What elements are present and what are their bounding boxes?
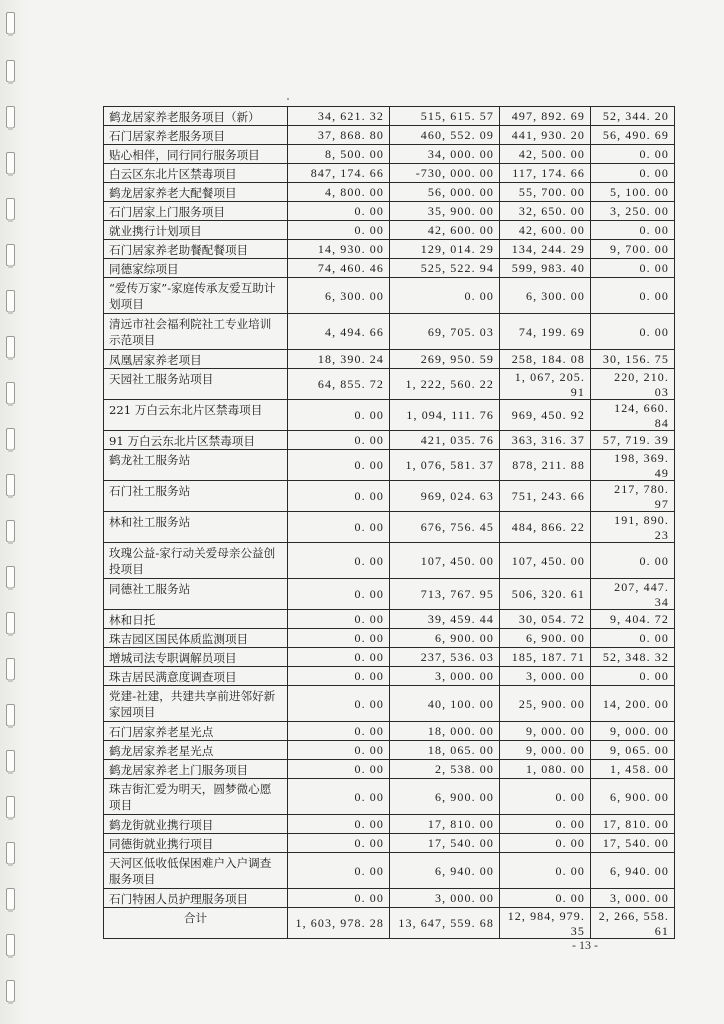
table-row	[104, 221, 675, 240]
project-name-cell: 珠吉街汇爱为明天，圆梦微心愿项目	[104, 779, 288, 815]
opening-balance-cell: 0. 00	[288, 889, 390, 908]
table-body	[104, 107, 675, 939]
project-name-cell: 增城司法专职调解员项目	[104, 648, 288, 667]
project-name-cell: 同德社工服务站	[104, 579, 288, 610]
decrease-cell: 9, 000. 00	[500, 741, 591, 760]
opening-balance-cell: 8, 500. 00	[288, 145, 390, 164]
decrease-cell: 1, 067, 205. 91	[500, 369, 591, 400]
punch-hole	[6, 428, 15, 450]
closing-balance-cell: 17, 810. 00	[591, 815, 675, 834]
closing-balance-cell: 0. 00	[591, 314, 675, 350]
project-name-cell: 石门居家养老助餐配餐项目	[104, 240, 288, 259]
project-name-cell: 贴心相伴，同行同行服务项目	[104, 145, 288, 164]
opening-balance-cell: 0. 00	[288, 450, 390, 481]
punch-hole	[6, 934, 15, 956]
table-row	[104, 240, 675, 259]
project-name-cell: 林和社工服务站	[104, 512, 288, 543]
decrease-cell: 0. 00	[500, 779, 591, 815]
decrease-cell: 1, 080. 00	[500, 760, 591, 779]
project-name-cell: 鹤龙居家养老大配餐项目	[104, 183, 288, 202]
table-row	[104, 314, 675, 350]
project-name-cell: 石门居家养老星光点	[104, 722, 288, 741]
decrease-cell: 969, 450. 92	[500, 400, 591, 431]
decrease-cell: 55, 700. 00	[500, 183, 591, 202]
closing-balance-cell: 3, 250. 00	[591, 202, 675, 221]
project-name-cell: 林和日托	[104, 610, 288, 629]
increase-cell: 269, 950. 59	[390, 350, 500, 369]
decrease-cell: 484, 866. 22	[500, 512, 591, 543]
decrease-cell: 506, 320. 61	[500, 579, 591, 610]
closing-balance-cell: 5, 100. 00	[591, 183, 675, 202]
total-label: 合计	[104, 908, 288, 939]
increase-cell: 18, 000. 00	[390, 722, 500, 741]
decrease-cell: 32, 650. 00	[500, 202, 591, 221]
increase-cell: 6, 940. 00	[390, 853, 500, 889]
closing-balance-cell: 30, 156. 75	[591, 350, 675, 369]
increase-cell: 3, 000. 00	[390, 889, 500, 908]
opening-balance-cell: 0. 00	[288, 741, 390, 760]
opening-balance-cell: 0. 00	[288, 834, 390, 853]
table-row	[104, 648, 675, 667]
decrease-cell: 441, 930. 20	[500, 126, 591, 145]
decrease-cell: 9, 000. 00	[500, 722, 591, 741]
closing-balance-cell: 52, 348. 32	[591, 648, 675, 667]
opening-balance-cell: 0. 00	[288, 667, 390, 686]
table-row	[104, 512, 675, 543]
closing-balance-cell: 9, 700. 00	[591, 240, 675, 259]
closing-balance-cell: 0. 00	[591, 259, 675, 278]
punch-hole	[6, 198, 15, 220]
project-name-cell: 鹤龙社工服务站	[104, 450, 288, 481]
decrease-cell: 74, 199. 69	[500, 314, 591, 350]
table-row	[104, 543, 675, 579]
punch-hole	[6, 60, 15, 82]
increase-cell: 69, 705. 03	[390, 314, 500, 350]
opening-balance-cell: 0. 00	[288, 202, 390, 221]
decrease-cell: 3, 000. 00	[500, 667, 591, 686]
increase-cell: 18, 065. 00	[390, 741, 500, 760]
project-name-cell: 天河区低收低保困难户入户调查服务项目	[104, 853, 288, 889]
punch-hole	[6, 888, 15, 910]
increase-cell: 107, 450. 00	[390, 543, 500, 579]
table-row	[104, 686, 675, 722]
table-row	[104, 815, 675, 834]
increase-cell: 460, 552. 09	[390, 126, 500, 145]
opening-balance-cell: 6, 300. 00	[288, 278, 390, 314]
table-row	[104, 450, 675, 481]
closing-balance-cell: 0. 00	[591, 164, 675, 183]
punch-hole	[6, 244, 15, 266]
increase-cell: 525, 522. 94	[390, 259, 500, 278]
closing-balance-cell: 17, 540. 00	[591, 834, 675, 853]
opening-balance-cell: 4, 800. 00	[288, 183, 390, 202]
project-name-cell: 凤凰居家养老项目	[104, 350, 288, 369]
decrease-cell: 6, 300. 00	[500, 278, 591, 314]
punch-hole	[6, 704, 15, 726]
closing-balance-cell: 0. 00	[591, 221, 675, 240]
decrease-cell: 363, 316. 37	[500, 431, 591, 450]
page-number: - 13 -	[572, 938, 598, 952]
table-row	[104, 431, 675, 450]
table-row	[104, 107, 675, 126]
closing-balance-cell: 52, 344. 20	[591, 107, 675, 126]
opening-balance-cell: 64, 855. 72	[288, 369, 390, 400]
increase-cell: 56, 000. 00	[390, 183, 500, 202]
punch-hole	[6, 658, 15, 680]
project-name-cell: 同德街就业携行项目	[104, 834, 288, 853]
punch-hole	[6, 980, 15, 1002]
project-name-cell: 鹤龙居家养老星光点	[104, 741, 288, 760]
opening-balance-cell: 0. 00	[288, 815, 390, 834]
punch-hole	[6, 520, 15, 542]
project-name-cell: 鹤龙街就业携行项目	[104, 815, 288, 834]
punch-hole	[6, 566, 15, 588]
closing-balance-cell: 1, 458. 00	[591, 760, 675, 779]
punch-hole	[6, 152, 15, 174]
punch-hole	[6, 12, 15, 34]
table-row	[104, 834, 675, 853]
punch-hole	[6, 290, 15, 312]
table-row	[104, 278, 675, 314]
opening-balance-cell: 0. 00	[288, 722, 390, 741]
table-row	[104, 760, 675, 779]
total-opening: 1, 603, 978. 28	[288, 908, 390, 939]
table-row	[104, 202, 675, 221]
punch-hole	[6, 336, 15, 358]
increase-cell: 421, 035. 76	[390, 431, 500, 450]
punch-hole	[6, 750, 15, 772]
opening-balance-cell: 0. 00	[288, 760, 390, 779]
project-name-cell: 91 万白云东北片区禁毒项目	[104, 431, 288, 450]
closing-balance-cell: 207, 447. 34	[591, 579, 675, 610]
punch-hole	[6, 612, 15, 634]
decrease-cell: 185, 187. 71	[500, 648, 591, 667]
project-name-cell: “爱传万家”-家庭传承友爱互助计划项目	[104, 278, 288, 314]
increase-cell: 515, 615. 57	[390, 107, 500, 126]
decrease-cell: 0. 00	[500, 889, 591, 908]
closing-balance-cell: 9, 404. 72	[591, 610, 675, 629]
decrease-cell: 599, 983. 40	[500, 259, 591, 278]
closing-balance-cell: 191, 890. 23	[591, 512, 675, 543]
decrease-cell: 878, 211. 88	[500, 450, 591, 481]
project-name-cell: 珠吉居民满意度调查项目	[104, 667, 288, 686]
opening-balance-cell: 0. 00	[288, 431, 390, 450]
opening-balance-cell: 0. 00	[288, 221, 390, 240]
financial-table	[103, 106, 675, 939]
closing-balance-cell: 57, 719. 39	[591, 431, 675, 450]
project-name-cell: 党建-社建，共建共享前进邻好新家园项目	[104, 686, 288, 722]
decrease-cell: 42, 600. 00	[500, 221, 591, 240]
decrease-cell: 30, 054. 72	[500, 610, 591, 629]
decrease-cell: 134, 244. 29	[500, 240, 591, 259]
table-row	[104, 400, 675, 431]
opening-balance-cell: 0. 00	[288, 543, 390, 579]
opening-balance-cell: 0. 00	[288, 629, 390, 648]
increase-cell: 42, 600. 00	[390, 221, 500, 240]
opening-balance-cell: 0. 00	[288, 512, 390, 543]
increase-cell: 2, 538. 00	[390, 760, 500, 779]
increase-cell: 676, 756. 45	[390, 512, 500, 543]
decrease-cell: 751, 243. 66	[500, 481, 591, 512]
closing-balance-cell: 0. 00	[591, 543, 675, 579]
project-name-cell: 清远市社会福利院社工专业培训示范项目	[104, 314, 288, 350]
project-name-cell: 天园社工服务站项目	[104, 369, 288, 400]
increase-cell: 17, 540. 00	[390, 834, 500, 853]
total-increase: 13, 647, 559. 68	[390, 908, 500, 939]
closing-balance-cell: 3, 000. 00	[591, 889, 675, 908]
increase-cell: 40, 100. 00	[390, 686, 500, 722]
decrease-cell: 0. 00	[500, 853, 591, 889]
table-row	[104, 741, 675, 760]
table-row	[104, 779, 675, 815]
closing-balance-cell: 6, 940. 00	[591, 853, 675, 889]
increase-cell: 35, 900. 00	[390, 202, 500, 221]
total-row	[104, 908, 675, 939]
project-name-cell: 221 万白云东北片区禁毒项目	[104, 400, 288, 431]
opening-balance-cell: 0. 00	[288, 648, 390, 667]
table-row	[104, 629, 675, 648]
opening-balance-cell: 847, 174. 66	[288, 164, 390, 183]
increase-cell: 1, 094, 111. 76	[390, 400, 500, 431]
increase-cell: 0. 00	[390, 278, 500, 314]
closing-balance-cell: 0. 00	[591, 629, 675, 648]
closing-balance-cell: 220, 210. 03	[591, 369, 675, 400]
project-name-cell: 石门特困人员护理服务项目	[104, 889, 288, 908]
decrease-cell: 117, 174. 66	[500, 164, 591, 183]
opening-balance-cell: 18, 390. 24	[288, 350, 390, 369]
project-name-cell: 石门居家养老服务项目	[104, 126, 288, 145]
project-name-cell: 玫瑰公益-家行动关爱母亲公益创投项目	[104, 543, 288, 579]
table-row	[104, 610, 675, 629]
project-name-cell: 白云区东北片区禁毒项目	[104, 164, 288, 183]
project-name-cell: 珠吉园区国民体质监测项目	[104, 629, 288, 648]
table-row	[104, 722, 675, 741]
punch-hole	[6, 842, 15, 864]
table-row	[104, 481, 675, 512]
table-row	[104, 259, 675, 278]
project-name-cell: 石门社工服务站	[104, 481, 288, 512]
opening-balance-cell: 0. 00	[288, 400, 390, 431]
table-row	[104, 579, 675, 610]
decrease-cell: 0. 00	[500, 834, 591, 853]
closing-balance-cell: 9, 065. 00	[591, 741, 675, 760]
increase-cell: 237, 536. 03	[390, 648, 500, 667]
decrease-cell: 107, 450. 00	[500, 543, 591, 579]
punch-hole	[6, 382, 15, 404]
closing-balance-cell: 14, 200. 00	[591, 686, 675, 722]
project-name-cell: 同德家综项目	[104, 259, 288, 278]
opening-balance-cell: 0. 00	[288, 610, 390, 629]
opening-balance-cell: 4, 494. 66	[288, 314, 390, 350]
opening-balance-cell: 0. 00	[288, 779, 390, 815]
closing-balance-cell: 217, 780. 97	[591, 481, 675, 512]
table-row	[104, 145, 675, 164]
increase-cell: 39, 459. 44	[390, 610, 500, 629]
closing-balance-cell: 0. 00	[591, 278, 675, 314]
decrease-cell: 42, 500. 00	[500, 145, 591, 164]
increase-cell: -730, 000. 00	[390, 164, 500, 183]
closing-balance-cell: 56, 490. 69	[591, 126, 675, 145]
punch-hole	[6, 474, 15, 496]
closing-balance-cell: 9, 000. 00	[591, 722, 675, 741]
increase-cell: 713, 767. 95	[390, 579, 500, 610]
table-row	[104, 889, 675, 908]
punch-hole	[6, 106, 15, 128]
opening-balance-cell: 37, 868. 80	[288, 126, 390, 145]
opening-balance-cell: 74, 460. 46	[288, 259, 390, 278]
closing-balance-cell: 0. 00	[591, 667, 675, 686]
table-row	[104, 164, 675, 183]
binding-margin	[0, 0, 28, 1024]
increase-cell: 1, 222, 560. 22	[390, 369, 500, 400]
decrease-cell: 0. 00	[500, 815, 591, 834]
increase-cell: 34, 000. 00	[390, 145, 500, 164]
table-row	[104, 667, 675, 686]
table-row	[104, 369, 675, 400]
decrease-cell: 497, 892. 69	[500, 107, 591, 126]
increase-cell: 6, 900. 00	[390, 779, 500, 815]
opening-balance-cell: 0. 00	[288, 853, 390, 889]
increase-cell: 17, 810. 00	[390, 815, 500, 834]
closing-balance-cell: 6, 900. 00	[591, 779, 675, 815]
decrease-cell: 6, 900. 00	[500, 629, 591, 648]
total-decrease: 12, 984, 979. 35	[500, 908, 591, 939]
project-name-cell: 石门居家上门服务项目	[104, 202, 288, 221]
opening-balance-cell: 0. 00	[288, 579, 390, 610]
opening-balance-cell: 34, 621. 32	[288, 107, 390, 126]
project-name-cell: 鹤龙居家养老服务项目（新）	[104, 107, 288, 126]
opening-balance-cell: 0. 00	[288, 481, 390, 512]
scan-speck	[287, 98, 289, 100]
decrease-cell: 25, 900. 00	[500, 686, 591, 722]
opening-balance-cell: 0. 00	[288, 686, 390, 722]
decrease-cell: 258, 184. 08	[500, 350, 591, 369]
increase-cell: 129, 014. 29	[390, 240, 500, 259]
project-name-cell: 鹤龙居家养老上门服务项目	[104, 760, 288, 779]
table-row	[104, 126, 675, 145]
punch-hole	[6, 796, 15, 818]
closing-balance-cell: 0. 00	[591, 145, 675, 164]
increase-cell: 6, 900. 00	[390, 629, 500, 648]
closing-balance-cell: 198, 369. 49	[591, 450, 675, 481]
opening-balance-cell: 14, 930. 00	[288, 240, 390, 259]
increase-cell: 969, 024. 63	[390, 481, 500, 512]
closing-balance-cell: 124, 660. 84	[591, 400, 675, 431]
table-row	[104, 183, 675, 202]
total-closing: 2, 266, 558. 61	[591, 908, 675, 939]
table-row	[104, 350, 675, 369]
table-row	[104, 853, 675, 889]
increase-cell: 1, 076, 581. 37	[390, 450, 500, 481]
project-name-cell: 就业携行计划项目	[104, 221, 288, 240]
increase-cell: 3, 000. 00	[390, 667, 500, 686]
